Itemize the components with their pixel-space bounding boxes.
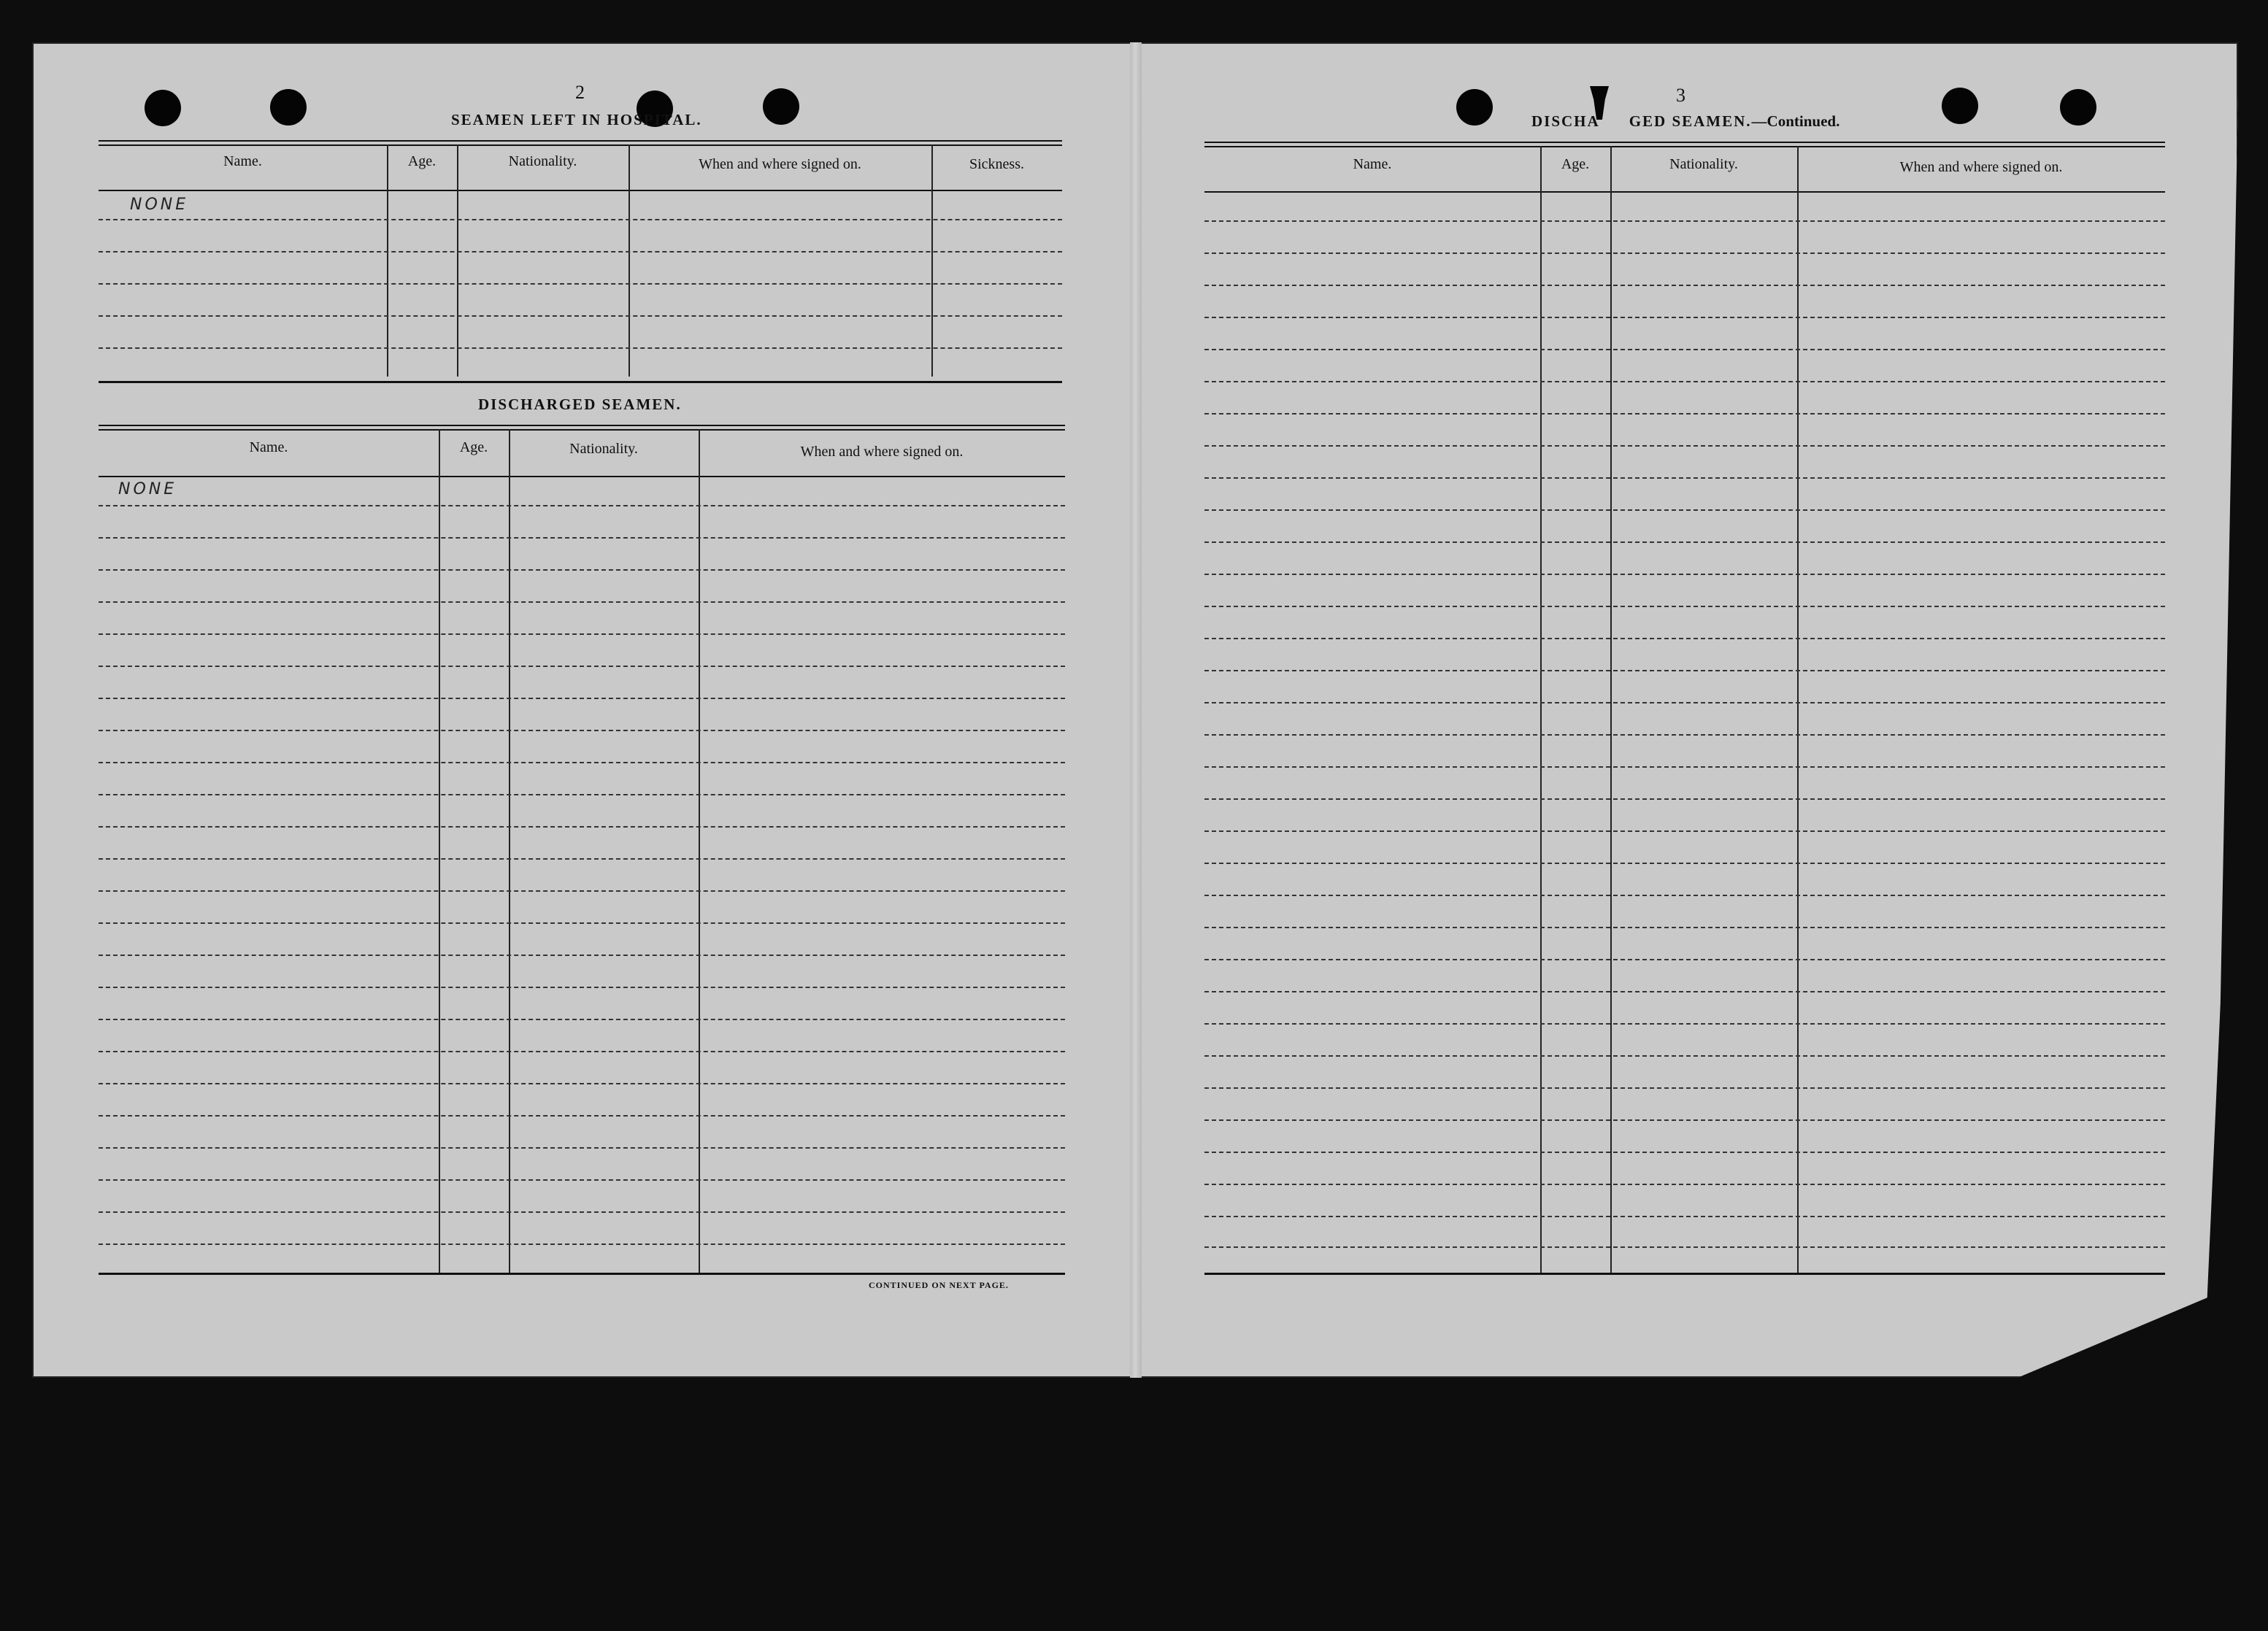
col-header-age: Age. (407, 153, 437, 169)
title-part-2: GED SEAMEN. (1629, 112, 1752, 130)
hospital-section-title: SEAMEN LEFT IN HOSPITAL. (451, 111, 702, 128)
col-header-age: Age. (1561, 156, 1590, 172)
punch-hole (270, 89, 307, 126)
col-header-when-where: When and where signed on. (1899, 159, 2063, 175)
col-header-nationality: Nationality. (569, 441, 638, 457)
col-header-name: Name. (249, 439, 288, 455)
hospital-entry-none: NONE (130, 196, 189, 214)
col-header-age: Age. (459, 439, 488, 455)
page-number-right: 3 (1676, 85, 1685, 106)
punch-hole (1942, 88, 1978, 124)
punch-hole (763, 88, 799, 125)
page-fold (1130, 42, 1142, 1378)
punch-hole (1456, 89, 1493, 126)
punch-hole (145, 90, 181, 126)
title-suffix: —Continued. (1751, 112, 1840, 130)
punch-hole (2060, 89, 2096, 126)
discharged-table-left (99, 425, 1065, 1280)
discharged-continued-title (1531, 112, 1840, 131)
discharged-section-title: DISCHARGED SEAMEN. (478, 396, 682, 413)
col-header-when-where: When and where signed on. (699, 156, 861, 172)
discharged-table-right (1204, 142, 2165, 1280)
hospital-table (99, 140, 1062, 385)
continued-note: CONTINUED ON NEXT PAGE. (869, 1280, 1009, 1290)
col-header-when-where: When and where signed on. (800, 444, 964, 460)
col-header-name: Name. (1353, 156, 1392, 172)
page-number-left: 2 (575, 82, 585, 103)
col-header-nationality: Nationality. (508, 153, 577, 169)
discharged-entry-none: NONE (118, 480, 177, 498)
col-header-sickness: Sickness. (969, 156, 1024, 172)
col-header-name: Name. (223, 153, 262, 169)
title-part-1: DISCHA (1531, 112, 1600, 130)
col-header-nationality: Nationality. (1669, 156, 1738, 172)
